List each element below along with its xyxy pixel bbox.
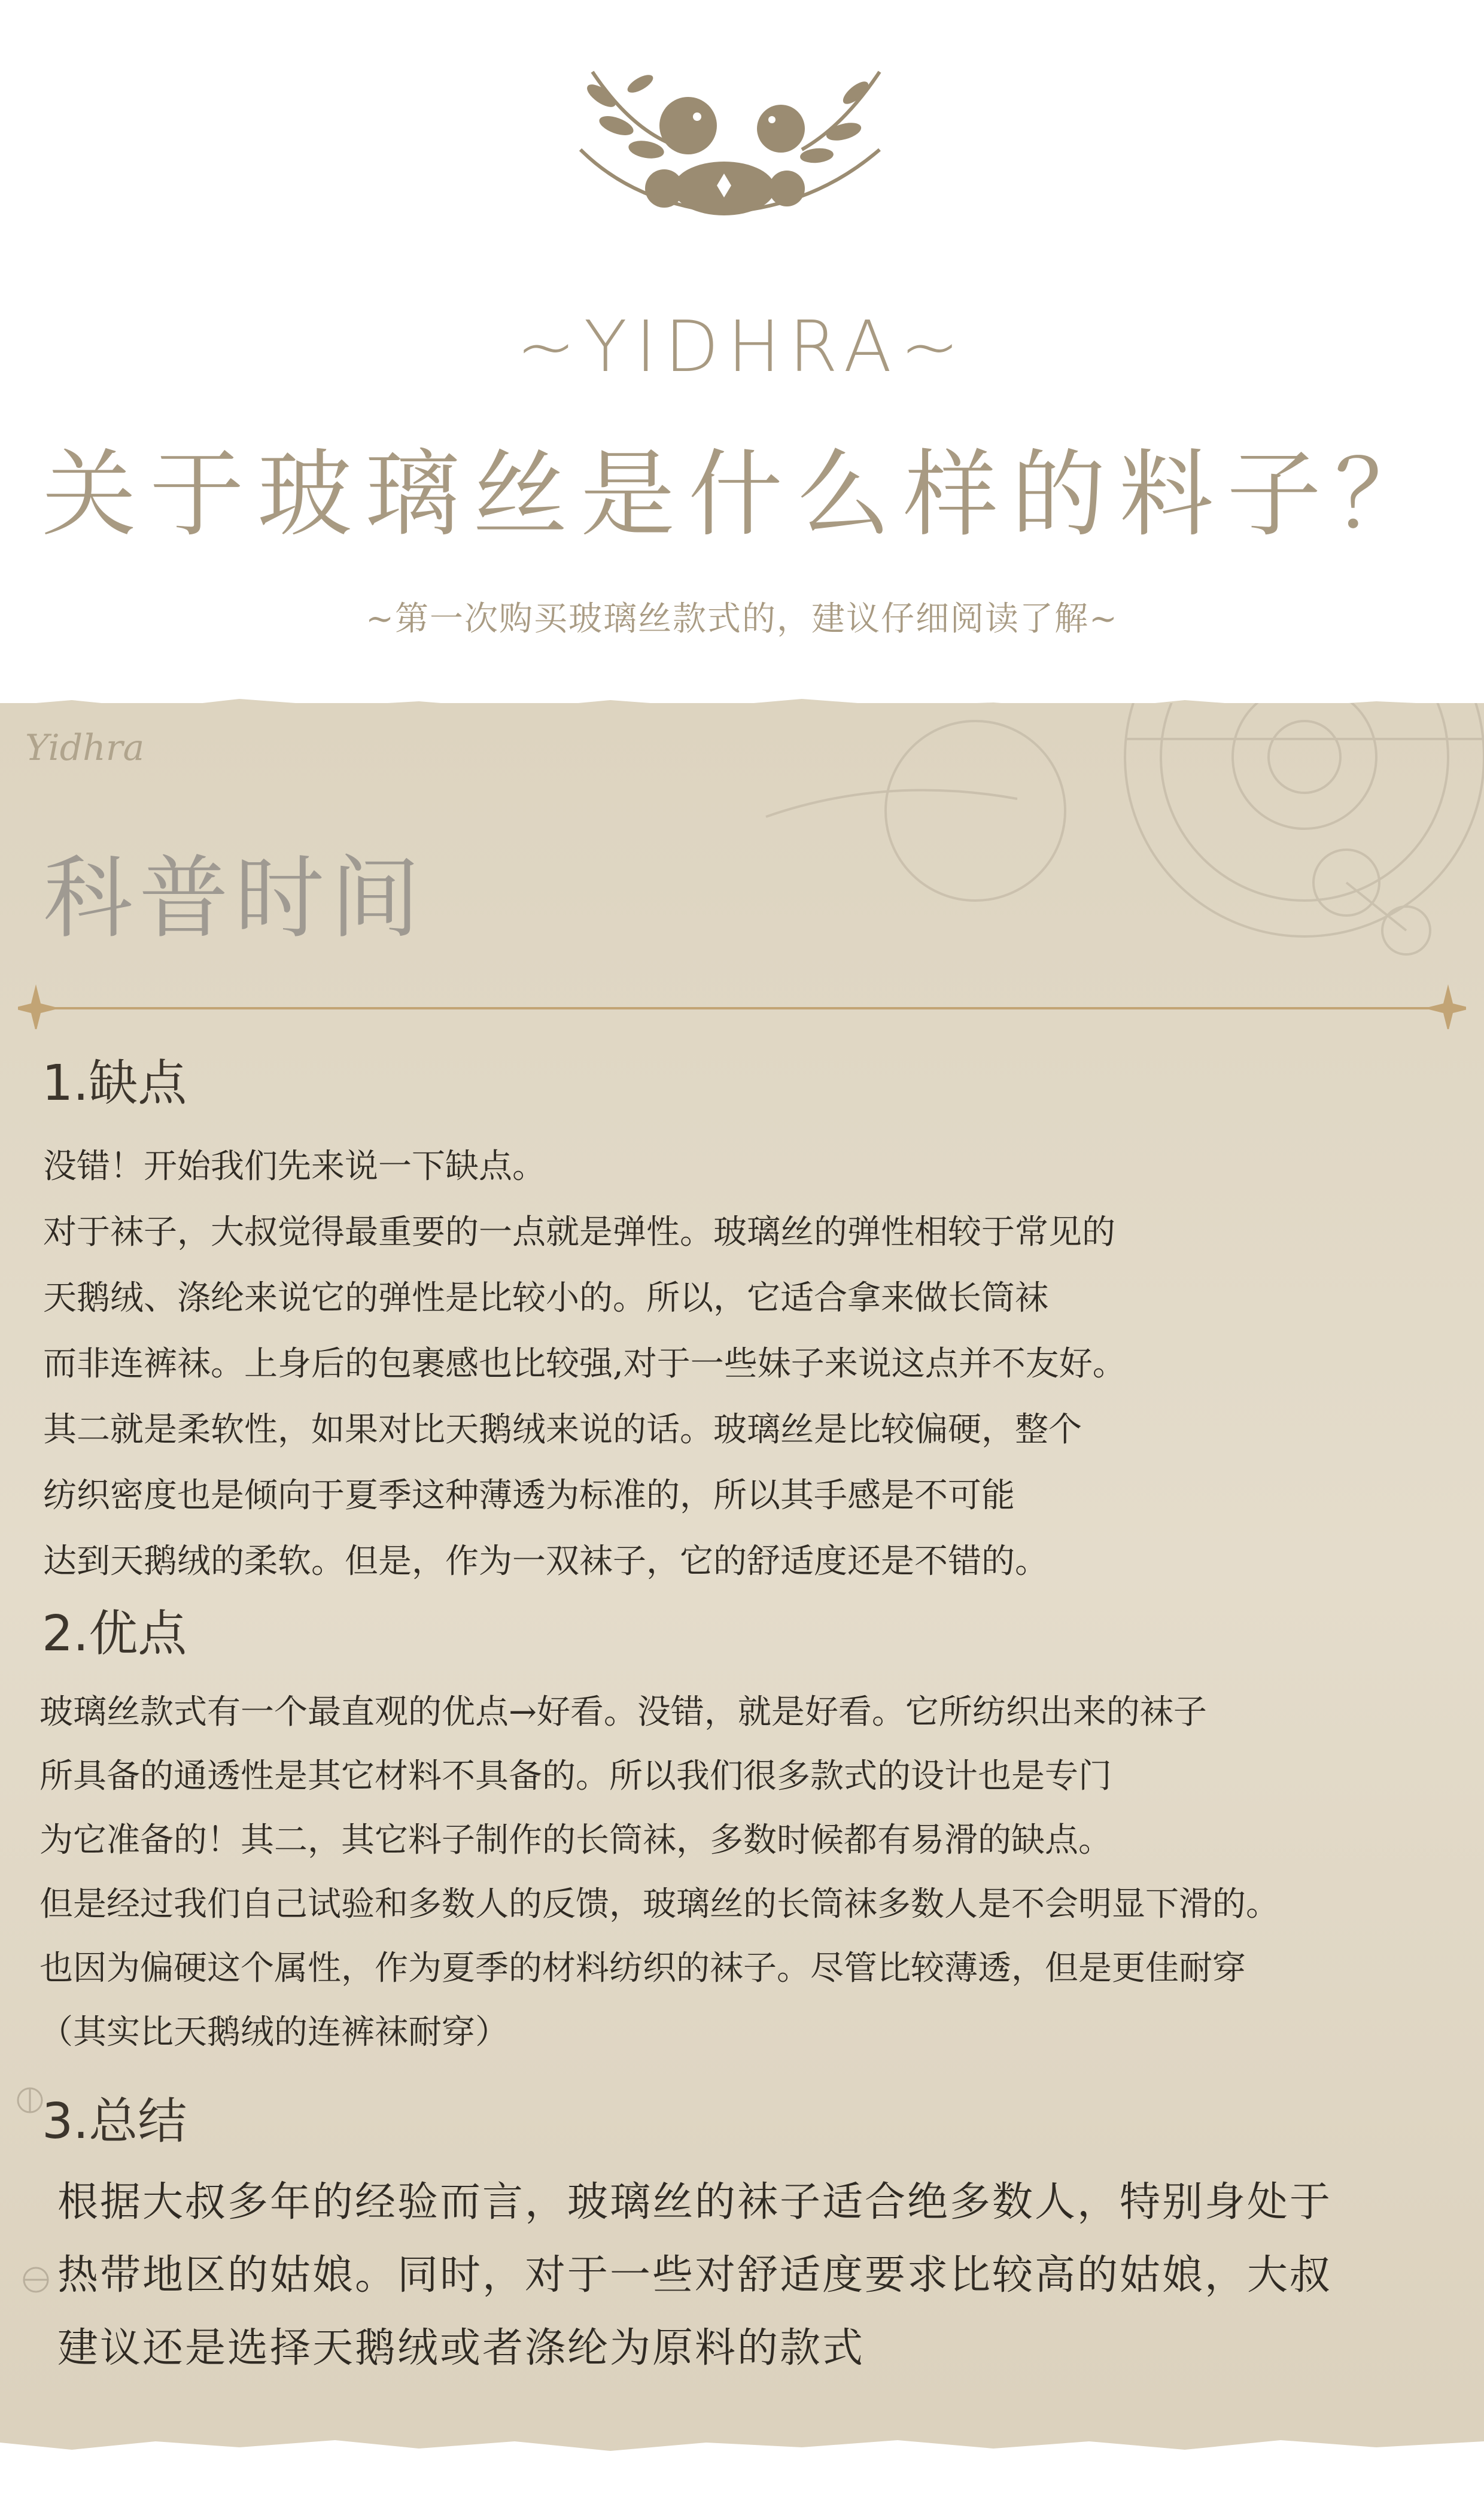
text-line: 建议还是选择天鹅绒或者涤纶为原料的款式 xyxy=(57,2325,865,2372)
paper-brand-logo: Yidhra xyxy=(25,727,145,769)
section-heading-summary: 3.总结 xyxy=(42,2093,187,2150)
bird-flower-wreath-icon xyxy=(545,60,922,239)
section-strengths-body xyxy=(39,1680,1464,2064)
text-line: 但是经过我们自己试验和多数人的反馈，玻璃丝的长筒袜多数人是不会明显下滑的。 xyxy=(39,1885,1279,1924)
section-title: 科普时间 xyxy=(43,847,427,951)
brand-name: ~YIDHRA~ xyxy=(516,305,968,388)
text-line: 也因为偏硬这个属性，作为夏季的材料纺织的袜子。尽管比较薄透，但是更佳耐穿 xyxy=(39,1949,1246,1988)
divider-with-stars xyxy=(18,981,1466,1029)
text-line: 玻璃丝款式有一个最直观的优点→好看。没错，就是好看。它所纺织出来的袜子 xyxy=(39,1693,1207,1732)
text-line: 达到天鹅绒的柔软。但是，作为一双袜子，它的舒适度还是不错的。 xyxy=(43,1542,1048,1581)
text-line: 所具备的通透性是其它材料不具备的。所以我们很多款式的设计也是专门 xyxy=(39,1757,1112,1796)
pinwheel-decoration-icon xyxy=(18,2262,54,2298)
pinwheel-decoration-icon xyxy=(12,2082,48,2118)
text-line: （其实比天鹅绒的连裤袜耐穿） xyxy=(39,2013,509,2052)
text-line: 而非连裤袜。上身后的包裹感也比较强,对于一些妹子来说这点并不友好。 xyxy=(43,1345,1126,1383)
page-title: 关于玻璃丝是什么样的料子？ xyxy=(42,440,1442,550)
section-weaknesses-body xyxy=(43,1134,1467,1595)
text-line: 没错！开始我们先来说一下缺点。 xyxy=(43,1147,546,1186)
text-line: 根据大叔多年的经验而言，玻璃丝的袜子适合绝多数人，特别身处于 xyxy=(57,2179,1333,2226)
text-line: 纺织密度也是倾向于夏季这种薄透为标准的，所以其手感是不可能 xyxy=(43,1476,1015,1515)
text-line: 对于袜子，大叔觉得最重要的一点就是弹性。玻璃丝的弹性相较于常见的 xyxy=(43,1213,1115,1252)
section-heading-weaknesses: 1.缺点 xyxy=(42,1055,187,1112)
text-line: 热带地区的姑娘。同时，对于一些对舒适度要求比较高的姑娘，大叔 xyxy=(57,2252,1333,2299)
text-line: 天鹅绒、涤纶来说它的弹性是比较小的。所以，它适合拿来做长筒袜 xyxy=(43,1279,1048,1318)
section-heading-strengths: 2.优点 xyxy=(42,1605,187,1662)
page-subtitle: ~第一次购买玻璃丝款式的，建议仔细阅读了解~ xyxy=(366,600,1118,638)
text-line: 其二就是柔软性，如果对比天鹅绒来说的话。玻璃丝是比较偏硬，整个 xyxy=(43,1410,1082,1449)
section-summary-body xyxy=(57,2166,1482,2385)
text-line: 为它准备的！其二，其它料子制作的长筒袜，多数时候都有易滑的缺点。 xyxy=(39,1821,1112,1860)
paper-torn-edge-bottom xyxy=(0,2405,1484,2494)
